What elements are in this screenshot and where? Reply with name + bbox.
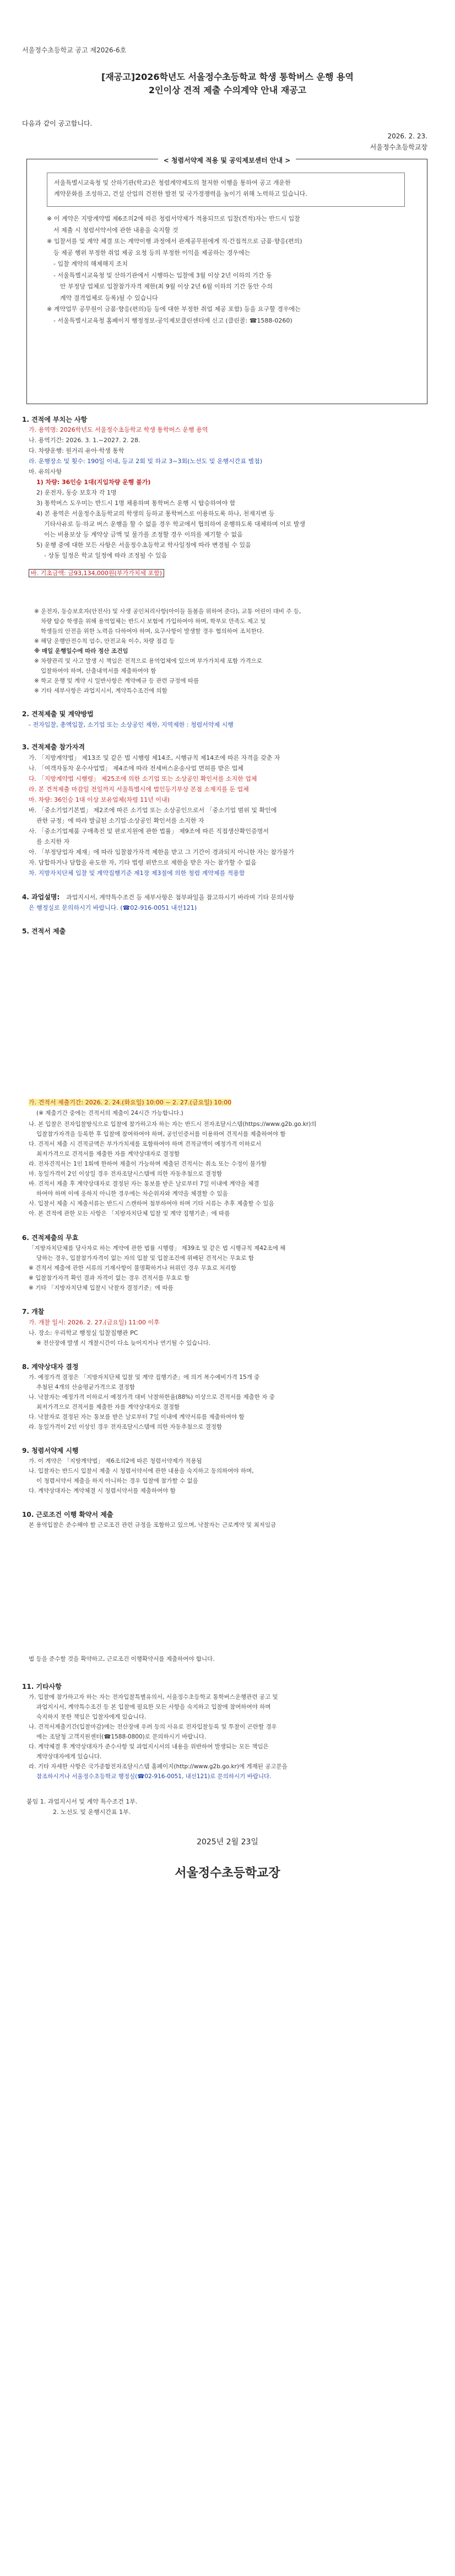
s6-item: ※ 견적서 제출에 관한 서류의 기재사항이 불명확하거나 허위인 경우 무효로 처리함 [29,1265,236,1271]
s8-item: 다. 낙찰자로 결정된 자는 통보를 받은 날로부터 7일 이내에 계약서류를 제출하여야 함 [29,1414,245,1420]
notice-bullets [47,213,410,326]
s6-item: 당하는 경우, 입찰참가자격이 없는 자의 입찰 및 입찰조건에 위배된 견적서는 무효로 함 [36,1255,254,1262]
s3-item: 자. 담합하거나 담합을 유도한 자, 기타 법령 위반으로 제한을 받은 자는 참가할 수 없음 [29,859,257,866]
integrity-notice-box [26,159,427,404]
s1-note: 차량 탑승 학생을 위해 용역업체는 반드시 보험에 가입하여야 하며, 학부모 만족도 제고 및 [41,618,266,625]
section-3-heading: 3. 견적제출 참가자격 [22,743,85,751]
s1-item: 라. 운행장소 및 횟수: 190일 이내, 등교 2회 및 하교 3~3회(노선도 및 운행시간표 별첨) [29,458,263,465]
notice-bullet: 서 제출 시 청렴서약서에 관한 내용을 숙지할 것 [53,226,178,234]
notice-bullet: ※ 이 계약은 지방계약법 제6조의2에 따른 청렴서약제가 적용되므로 입찰(견적)자는 반드시 입찰 [47,215,300,222]
s11-item: 참조하시거나 서울정수초등학교 행정실(☎02-916-0051, 내선121)로 문의하시기 바랍니다. [36,1773,272,1780]
section-6-heading: 6. 견적제출의 무효 [22,1234,79,1242]
s3-item: 차. 지방자치단체 입찰 및 계약집행기준 제1장 제3절에 의한 청렴 계약제를 적용함 [29,870,245,877]
s1-item: 2) 운전자, 동승 보호자 각 1명 [36,489,117,496]
s1-item: 나. 용역기간: 2026. 3. 1.~2027. 2. 28. [29,437,140,444]
notice-bullet: 계약 결격업체로 등록)될 수 있습니다 [60,294,158,302]
s6-item: 「지방자치단체를 당사자로 하는 계약에 관한 법률 시행령」 제39조 및 같은 법 시행규칙 제42조에 해 [29,1245,286,1252]
sign-date: 2025년 2월 23일 [197,1838,258,1847]
section-1-heading: 1. 견적에 부치는 사항 [22,416,88,423]
s1-item: 3) 통학버스 도우미는 반드시 1명 채용하며 통학버스 운행 시 탑승하여야 함 [36,500,236,507]
s1-note: ※ 차량관리 및 사고 발생 시 책임은 전적으로 용역업체에 있으며 부가가치세 포함 가격으로 [34,658,262,664]
section-5-heading: 5. 견적서 제출 [22,927,66,935]
s5-item: 아. 본 견적에 관한 모든 사항은 「지방자치단체 입찰 및 계약 집행기준」에 따름 [29,1210,230,1217]
s3-item: 다. 「지방계약법 시행령」 제25조에 의한 소기업 또는 소상공인 확인서를 소지한 업체 [29,775,257,782]
s5-item: 하여야 하며 이에 응하지 아니한 경우에는 차순위자와 계약을 체결할 수 있음 [36,1190,228,1197]
s1-note: ※ 운전자, 동승보호자(안전사) 및 사생 공인처리사항(아이들 돌봄을 위하여 준다), 교통 어린이 대비 주 등, [34,608,301,615]
notice-inner-line: 계약문화를 조성하고, 건설 산업의 건전한 발전 및 국가경쟁력을 높이기 위해 노력하고 있습니다. [54,190,307,197]
s4-line: 은 행정실로 문의하시기 바랍니다. (☎02-916-0051 내선121) [29,904,197,911]
s5-item: 다. 견적서 제출 시 견적금액은 부가가치세를 포함하여야 하며 견적금액이 예정가격 이하로서 [29,1141,262,1147]
notice-bullet: ※ 계약업무 공무원이 금품·향응(편의)등 등에 대한 부정한 취업 제공 포함) 등을 요구할 경우에는 [47,305,301,313]
section-2-heading: 2. 견적제출 및 계약방법 [22,710,94,718]
s5-item: 가. 견적서 제출기간: 2026. 2. 24.(화요일) 10:00 ~ 2. 27.(금요일) 10:00 [29,1099,232,1106]
s1-item: 다. 차량운행: 원거리 유아·학생 통학 [29,447,124,454]
s3-item: 나. 「여객자동차 운수사업법」 제4조에 따라 전세버스운송사업 면허를 받은 업체 [29,765,243,772]
s3-item: 를 소지한 자 [36,838,70,845]
s1-base-price: 바. 기초금액: 금93,134,000원(부가가치세 포함) [29,568,164,578]
s11-item: 계약상대자에게 있습니다. [36,1753,102,1760]
s1-item: 기타사유로 등·하교 버스 운행을 할 수 없을 경우 학교에서 협의하여 운행하도록 대체하며 이로 발생 [44,520,305,528]
s5-item: (※ 제출기간 중에는 견적서의 제출이 24시간 가능합니다.) [36,1110,183,1117]
s1-item: 이는 비용보상 등 계약상 금액 및 물가를 조정할 경우 이의를 제기할 수 없음 [44,531,243,538]
s11-item: 다. 계약체결 후 계약상대자가 준수사항 및 과업지시서의 내용을 위반하여 발생되는 모든 책임은 [29,1743,269,1750]
s1-item: - 상동 일정은 학교 일정에 따라 조정될 수 있음 [44,552,167,559]
s11-item: 숙지하지 못한 책임은 입찰자에게 있습니다. [36,1714,147,1720]
s3-item: 가. 「지방계약법」 제13조 및 같은 법 시행령 제14조, 시행규칙 제14조에 따른 자격을 갖춘 자 [29,754,280,761]
issuer: 서울정수초등학교장 [370,143,427,151]
s8-item: 추첨된 4개의 산술평균가격으로 결정함 [36,1384,135,1391]
title-line-1: [재공고]2026학년도 서울정수초등학교 학생 통학버스 운행 용역 [101,72,354,82]
s3-item: 마. 차량: 36인승 1대 이상 보유업체(차령 11년 이내) [29,796,170,803]
s1-note: ※ 해당 운행안전수칙 엄수, 안전교육 이수, 차량 점검 등 [34,638,175,645]
notice-box-title: < 청렴서약제 적용 및 공익제보센터 안내 > [158,157,296,164]
intro-text: 다음과 같이 공고합니다. [22,120,93,127]
notice-bullet: - 서울특별시교육청 홈페이지 행정정보-공익제보클린센터에 신고 (클린콜: ☎1588-0260) [53,316,292,324]
s3-item: 바. 「중소기업기본법」 제2조에 따른 소기업 또는 소상공인으로서 「중소기업 범위 및 확인에 [29,807,277,814]
s10-item: 본 용역입찰은 준수해야 할 근로조건 관련 규정을 포함하고 있으며, 낙찰자는 근로계약 및 최저임금 [29,1522,277,1528]
doc-number: 서울정수초등학교 공고 제2026-6호 [22,46,127,54]
s9-item: 나. 입찰자는 반드시 입찰서 제출 시 청렴서약서에 관한 내용을 숙지하고 동의하여야 하며, [29,1468,254,1474]
s8-item: 최저가격으로 견적서를 제출한 자를 계약상대자로 결정함 [36,1404,180,1410]
s1-note: ※ 매일 운행일수에 따라 정산 조건임 [34,648,128,654]
s5-item: 나. 본 입찰은 전자입찰방식으로 입찰에 참가하고자 하는 자는 반드시 전자조달시스템(https://www.g2b.go.kr)의 [29,1121,317,1128]
notice-bullet: - 서울특별시교육청 및 산하기관에서 시행하는 입찰에 3월 이상 2년 이하의 기간 동 [53,271,272,279]
s4-line: 과업지시서, 계약특수조건 등 세부사항은 첨부파일을 참고하시기 바라며 기타 문의사항 [66,894,295,901]
s5-item: 라. 전자견적서는 1인 1회에 한하여 제출이 가능하며 제출된 견적서는 취소 또는 수정이 불가함 [29,1161,267,1167]
s6-item: ※ 입찰참가자격 확인 결과 자격이 없는 경우 견적서를 무효로 함 [29,1275,190,1281]
s1-item: 가. 용역명: 2026학년도 서울정수초등학교 학생 통학버스 운행 용역 [29,426,208,433]
s9-item: 다. 계약상대자는 계약체결 시 청렴서약서를 제출하여야 함 [29,1488,176,1494]
s7-item: 가. 개찰 일시: 2026. 2. 27.(금요일) 11:00 이후 [29,1319,160,1326]
s5-item: 마. 동일가격이 2인 이상일 경우 전자조달시스템에 의한 자동추첨으로 결정함 [29,1171,223,1177]
notice-inner-line: 서울특별시교육청 및 산하기관(학교)은 청렴계약제도의 철저한 이행을 통하여 공고 개운한 [54,179,291,186]
s1-note: ※ 학교 운행 및 계약 시 일반사항은 계약예규 등 관련 규정에 따름 [34,678,199,684]
s11-item: 라. 기타 자세한 사항은 국가종합전자조달시스템 홈페이지(http://www.g2b.go.kr)에 게재된 공고문을 [29,1763,288,1770]
section-8-heading: 8. 계약상대자 결정 [22,1363,79,1371]
section-7-heading: 7. 개찰 [22,1308,45,1316]
s1-item: 4) 본 용역은 서울정수초등학교의 학생의 등하교 통학버스로 이용하도록 하나, 천재지변 등 [36,510,275,517]
attachment-line: 붙임 1. 과업지시서 및 계약 특수조건 1부. [26,1798,138,1805]
s8-item: 라. 동일가격이 2인 이상인 경우 전자조달시스템에 의한 자동추첨으로 결정함 [29,1424,223,1430]
s1-note: 입찰하여야 하며, 산출내역서를 제출하여야 함 [41,668,156,674]
s5-item: 사. 입찰서 제출 시 제출서류는 반드시 스캔하여 첨부하여야 하며 기타 서류는 추후 제출할 수 있음 [29,1200,274,1207]
section-11-heading: 11. 기타사항 [22,1683,62,1690]
s8-item: 나. 낙찰자는 예정가격 이하로서 예정가격 대비 낙찰하한율(88%) 이상으로 견적서를 제출한 자 중 [29,1394,275,1400]
notice-bullet: ※ 입찰서를 및 계약 체결 또는 계약이행 과정에서 관계공무원에게 직·간접적으로 금품·향응(편의) [47,238,302,245]
s6-item: ※ 기타 「지방자치단체 입찰시 낙찰자 결정기준」에 따름 [29,1285,174,1291]
s11-item: 나. 견적서제출기간(입찰마감)에는 전산장애 우려 등의 사유로 전자입찰등록 및 투찰이 곤란할 경우 [29,1724,277,1730]
s1-item: 마. 유의사항 [29,468,62,475]
section-4-heading: 4. 과업설명: [22,893,60,901]
s1-item: 1) 차량: 36인승 1대(지입차량 운행 불가) [36,479,151,486]
notice-bullet: 안 부정당 업체로 입찰참가자격 제한(최 9월 이상 2년 6월 이하의 기간 동안 수의 [60,283,273,290]
notice-bullet: 등 제공 행위 부정한 취업 제공 요청 등의 부정한 이익을 제공하는 경우에는 [53,249,251,256]
s11-item: 에는 조달청 고객지원센터(☎1588-0800)로 문의하시기 바랍니다. [36,1734,207,1740]
s11-item: 과업지시서, 계약특수조건 등 본 입찰에 필요한 모든 사항을 숙지하고 입찰에 참여하여야 하며 [36,1704,271,1710]
s5-item: 바. 견적서 제출 후 계약상대자로 결정된 자는 통보를 받은 날로부터 7일 이내에 계약을 체결 [29,1180,259,1187]
section-10-heading: 10. 근로조건 이행 확약서 제출 [22,1511,113,1518]
page-title [22,71,433,97]
s3-item: 아. 「부정당업자 제재」에 따라 입찰참가자격 제한을 받고 그 기간이 경과되지 아니한 자는 참가불가 [29,849,294,856]
s7-item: ※ 전산장애 발생 시 개찰시간이 다소 늦어지거나 연기될 수 있습니다. [36,1340,211,1346]
notice-inner-box [47,173,405,207]
s5-item: 입찰참가자격을 등록한 후 입찰에 참여하여야 하며, 공인인증서를 이용하여 견적서를 제출하여야 함 [36,1131,286,1137]
s3-item: 관한 규정」에 따라 발급된 소기업·소상공인 확인서를 소지한 자 [36,817,204,824]
s1-note: ※ 기타 세부사항은 과업지시서, 계약특수조건에 의함 [34,688,167,694]
section-9-heading: 9. 청렴서약제 시행 [22,1447,79,1455]
s3-item: 사. 「중소기업제품 구매촉진 및 판로지원에 관한 법률」 제9조에 따른 직접생산확인증명서 [29,828,269,835]
s11-item: 가. 입찰에 참가하고자 하는 자는 전자입찰특별유의서, 서울정수초등학교 통학버스운행관련 공고 및 [29,1694,278,1700]
sign-name: 서울정수초등학교장 [175,1866,280,1880]
s9-item: 이 청렴서약서 제출을 하지 아니하는 경우 입찰에 참가할 수 없음 [36,1478,198,1484]
s3-item: 라. 본 견적제출 마감일 전일까지 서울특별시에 법인등기부상 본점 소재지를 둔 업체 [29,786,249,793]
s7-item: 나. 장소: 우리학교 행정실 입찰집행관 PC [29,1329,138,1337]
s2-item: - 전자입찰, 총액입찰, 소기업 또는 소상공인 제한, 지역제한 : 청렴서약제 시행 [29,721,234,728]
title-line-2: 2인이상 견적 제출 수의계약 안내 재공고 [148,85,307,95]
s1-item: 5) 운행 중에 대한 모든 사항은 서울정수초등학교 학사일정에 따라 변경될 수 있음 [36,541,251,549]
attachment-line: 2. 노선도 및 운행시간표 1부. [53,1808,131,1816]
s1-note: 학생들의 안전을 위한 노력을 다하여야 하며, 요구사항이 발생할 경우 협의하여 조치한다. [41,628,264,635]
s8-item: 가. 예정가격 결정은 「지방자치단체 입찰 및 계약 집행기준」에 의거 복수예비가격 15개 중 [29,1374,260,1381]
notice-bullet: - 입찰 계약의 해제해지 조치 [53,260,128,267]
s9-item: 가. 이 계약은 「지방계약법」 제6조의2에 따른 청렴서약제가 적용됨 [29,1458,202,1464]
notice-date: 2026. 2. 23. [387,132,427,140]
s5-item: 최저가격으로 견적서를 제출한 자를 계약상대자로 결정함 [36,1151,180,1157]
s10-item: 법 등을 준수할 것을 확약하고, 근로조건 이행확약서를 제출하여야 합니다. [29,1656,215,1662]
